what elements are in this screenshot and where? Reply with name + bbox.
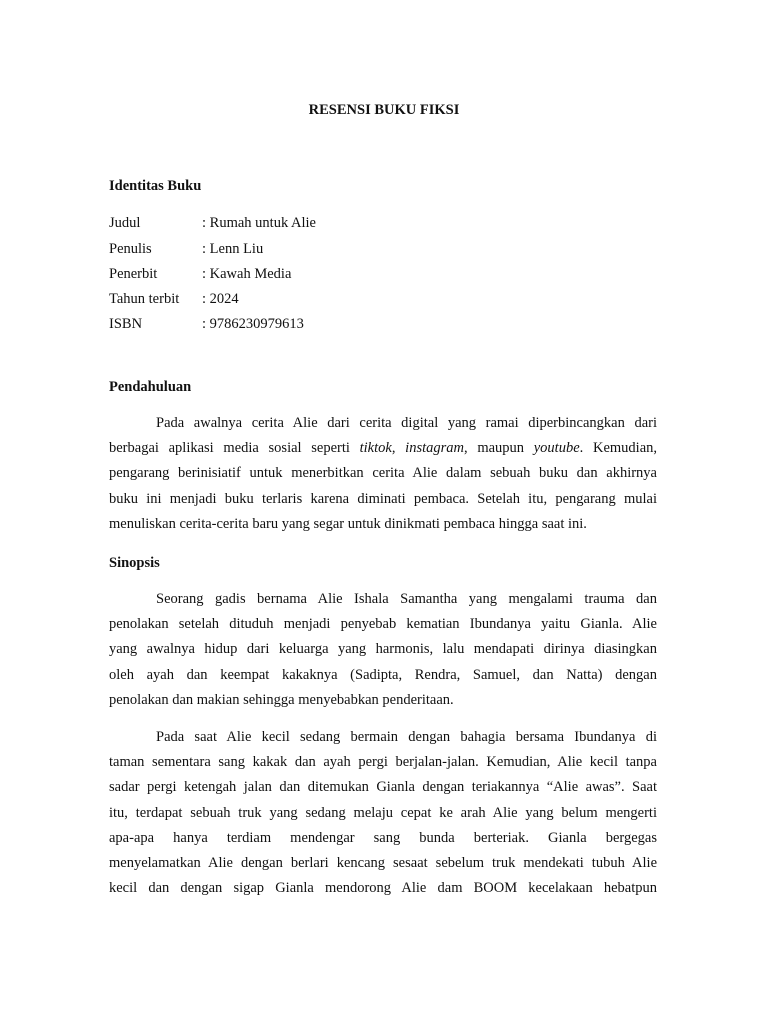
paragraph-line: yang awalnya hidup dari keluarga yang harmonis, lalu mendapati dirinya diasingkan xyxy=(109,641,657,658)
italic-term-instagram: instagram xyxy=(405,440,464,457)
paragraph-line: apa-apa hanya terdiam mendengar sang bunda berteriak. Gianla bergegas xyxy=(109,829,657,846)
identitas-label: Penerbit xyxy=(109,266,158,282)
identitas-heading: Identitas Buku xyxy=(109,178,202,194)
identitas-value: : Kawah Media xyxy=(202,266,292,282)
identitas-value: : Lenn Liu xyxy=(202,241,264,257)
paragraph-line: menuliskan cerita-cerita baru yang segar untuk dinikmati pembaca hingga saat ini. xyxy=(109,515,587,532)
sinopsis-heading: Sinopsis xyxy=(109,555,160,571)
paragraph-line: oleh ayah dan keempat kakaknya (Sadipta, Rendra, Samuel, dan Natta) dengan xyxy=(109,666,657,683)
identitas-label: Tahun terbit xyxy=(109,291,180,307)
pendahuluan-heading: Pendahuluan xyxy=(109,379,192,395)
paragraph-line: menyelamatkan Alie dengan berlari kencang sesaat sebelum truk mendekati tubuh Alie xyxy=(109,854,657,871)
paragraph-line: berbagai aplikasi media sosial seperti tiktok, instagram, maupun youtube. Kemudian, xyxy=(109,440,657,457)
pendahuluan-paragraph xyxy=(109,411,657,537)
paragraph-line: itu, terdapat sebuah truk yang sedang melaju cepat ke arah Alie yang belum mengerti xyxy=(109,804,657,821)
identitas-value: : Rumah untuk Alie xyxy=(202,215,316,231)
document-title: RESENSI BUKU FIKSI xyxy=(308,102,460,118)
identitas-label: Judul xyxy=(109,215,141,231)
paragraph-line: penolakan setelah dituduh menjadi penyebab kematian Ibundanya yaitu Gianla. Alie xyxy=(109,616,657,633)
paragraph-line: taman sementara sang kakak dan ayah pergi berjalan-jalan. Kemudian, Alie kecil tanpa xyxy=(109,754,657,771)
identitas-value: : 2024 xyxy=(202,291,239,307)
sinopsis-paragraph-2 xyxy=(109,725,657,901)
identitas-value: : 9786230979613 xyxy=(202,316,304,332)
sinopsis-paragraph-1 xyxy=(109,587,657,713)
paragraph-line: buku ini menjadi buku terlaris karena diminati pembaca. Setelah itu, pengarang mulai xyxy=(109,490,657,507)
identitas-label: ISBN xyxy=(109,316,143,332)
italic-term-youtube: youtube xyxy=(533,440,580,457)
paragraph-line: pengarang berinisiatif untuk menerbitkan cerita Alie dalam sebuah buku dan akhirnya xyxy=(109,465,657,482)
identitas-label: Penulis xyxy=(109,241,152,257)
paragraph-line: Pada awalnya cerita Alie dari cerita digital yang ramai diperbincangkan dari xyxy=(156,415,657,431)
paragraph-line: sadar pergi ketengah jalan dan ditemukan Gianla dengan teriakannya “Alie awas”. Saat xyxy=(109,779,657,796)
italic-term-tiktok: tiktok xyxy=(359,440,392,457)
paragraph-line: kecil dan dengan sigap Gianla mendorong Alie dam BOOM kecelakaan hebatpun xyxy=(109,880,657,897)
paragraph-line: Seorang gadis bernama Alie Ishala Samantha yang mengalami trauma dan xyxy=(156,591,657,607)
paragraph-line: penolakan dan makian sehingga menyebabkan penderitaan. xyxy=(109,691,454,708)
paragraph-line: Pada saat Alie kecil sedang bermain dengan bahagia bersama Ibundanya di xyxy=(156,729,657,745)
